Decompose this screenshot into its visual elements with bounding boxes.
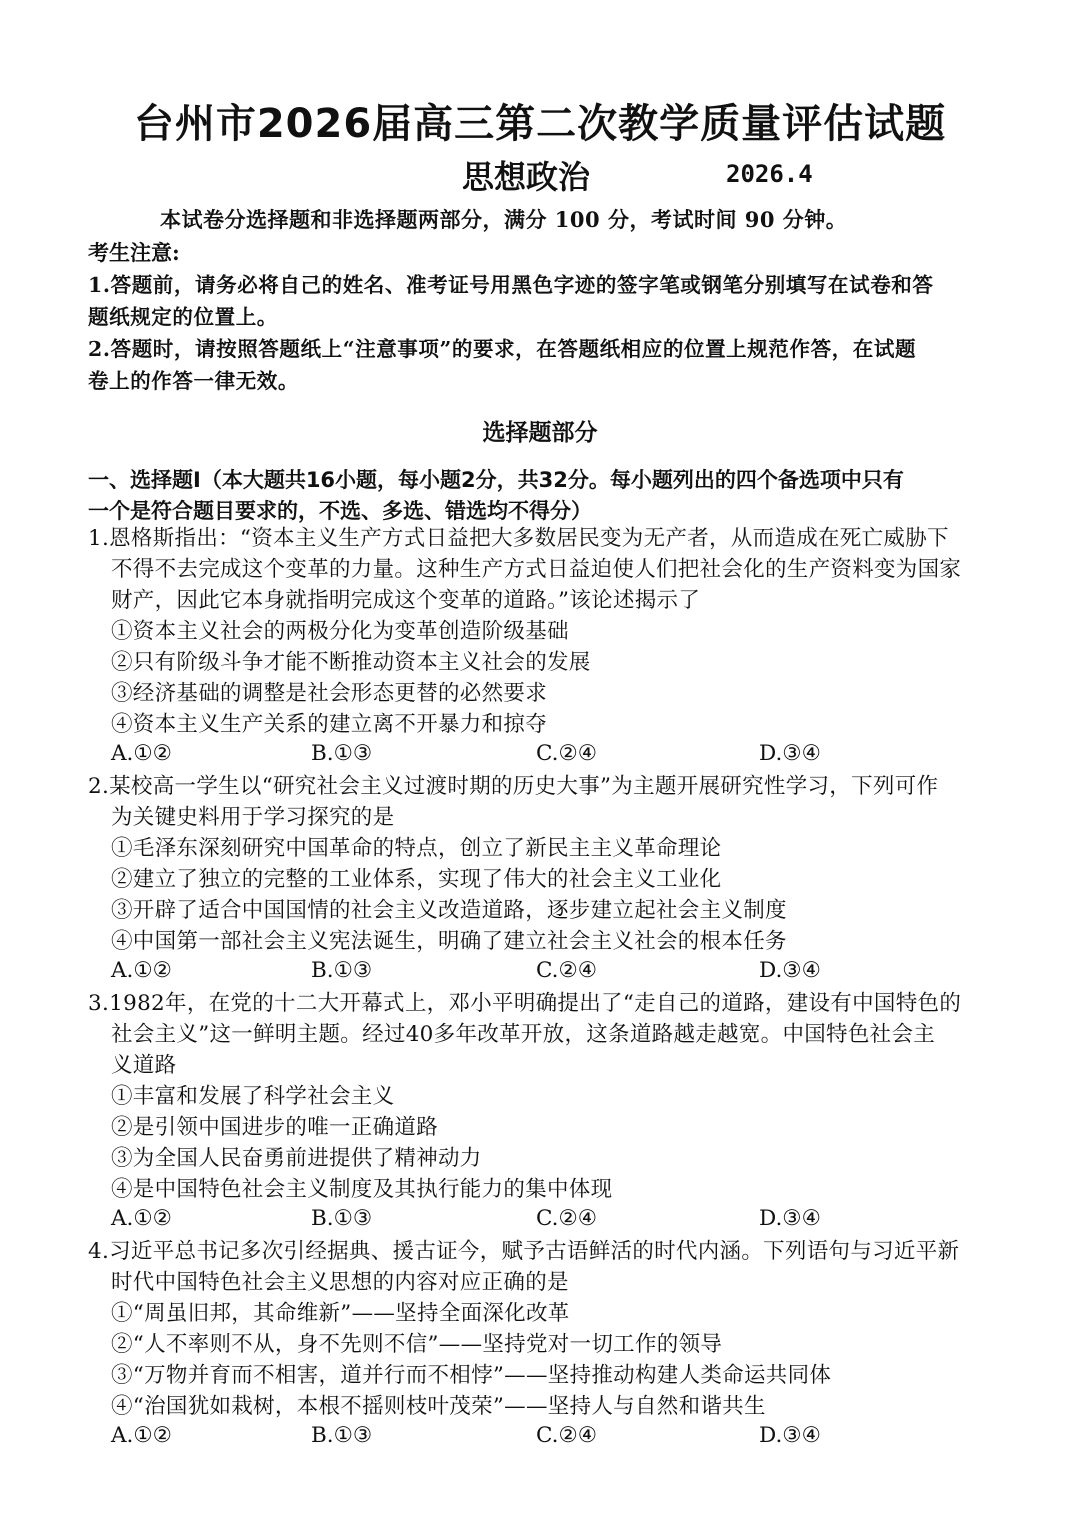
question-4-option-c: C.②④ — [536, 1423, 598, 1448]
question-3-item: ①丰富和发展了科学社会主义 — [111, 1084, 395, 1109]
question-1-stem: 不得不去完成这个变革的力量。这种生产方式日益迫使人们把社会化的生产资料变为国家 — [111, 557, 962, 582]
question-4-item: ①“周虽旧邦，其命维新”——坚持全面深化改革 — [111, 1301, 570, 1326]
question-1-stem: 财产，因此它本身就指明完成这个变革的道路。”该论述揭示了 — [111, 588, 701, 613]
question-3-item: ④是中国特色社会主义制度及其执行能力的集中体现 — [111, 1177, 613, 1202]
question-2-item: ①毛泽东深刻研究中国革命的特点，创立了新民主主义革命理论 — [111, 836, 722, 861]
question-4-option-b: B.①③ — [311, 1423, 373, 1448]
question-2-item: ④中国第一部社会主义宪法诞生，明确了建立社会主义社会的根本任务 — [111, 929, 787, 954]
question-3-stem: 3.1982年，在党的十二大开幕式上，邓小平明确提出了“走自己的道路，建设有中国特色的 — [88, 991, 962, 1016]
question-4-item: ④“治国犹如栽树，本根不摇则枝叶茂荣”——坚持人与自然和谐共生 — [111, 1394, 766, 1419]
question-4-option-d: D.③④ — [759, 1423, 821, 1448]
question-3-option-d: D.③④ — [759, 1206, 821, 1231]
question-4-stem: 4.习近平总书记多次引经据典、援古证今，赋予古语鲜活的时代内涵。下列语句与习近平新 — [88, 1239, 960, 1264]
question-3-option-b: B.①③ — [311, 1206, 373, 1231]
question-4-item: ③“万物并育而不相害，道并行而不相悖”——坚持推动构建人类命运共同体 — [111, 1363, 832, 1388]
question-2-option-c: C.②④ — [536, 958, 598, 983]
question-2-stem: 2.某校高一学生以“研究社会主义过渡时期的历史大事”为主题开展研究性学习，下列可作 — [88, 774, 939, 799]
question-2-option-b: B.①③ — [311, 958, 373, 983]
question-4-item: ②“人不率则不从，身不先则不信”——坚持党对一切工作的领导 — [111, 1332, 723, 1357]
question-3-stem: 社会主义”这一鲜明主题。经过40多年改革开放，这条道路越走越宽。中国特色社会主 — [111, 1022, 936, 1047]
part-heading: 一、选择题Ⅰ（本大题共16小题，每小题2分，共32分。每小题列出的四个备选项中只有 — [88, 468, 904, 492]
notice-line: 2.答题时，请按照答题纸上“注意事项”的要求，在答题纸相应的位置上规范作答，在试题 — [88, 337, 917, 361]
question-3-item: ③为全国人民奋勇前进提供了精神动力 — [111, 1146, 482, 1171]
exam-title: 台州市2026届高三第二次教学质量评估试题 — [133, 101, 947, 147]
question-3-stem: 义道路 — [111, 1053, 177, 1078]
question-3-option-a: A.①② — [111, 1206, 172, 1231]
question-1-item: ②只有阶级斗争才能不断推动资本主义社会的发展 — [111, 650, 591, 675]
question-1-stem: 1.恩格斯指出：“资本主义生产方式日益把大多数居民变为无产者，从而造成在死亡威胁下 — [88, 526, 949, 551]
exam-date: 2026.4 — [726, 160, 813, 188]
question-4-option-a: A.①② — [111, 1423, 172, 1448]
question-1-option-d: D.③④ — [759, 741, 821, 766]
question-1-option-b: B.①③ — [311, 741, 373, 766]
question-1-option-a: A.①② — [111, 741, 172, 766]
notice-title: 考生注意: — [88, 240, 180, 265]
question-1-option-c: C.②④ — [536, 741, 598, 766]
question-3-item: ②是引领中国进步的唯一正确道路 — [111, 1115, 439, 1140]
question-2-stem: 为关键史料用于学习探究的是 — [111, 805, 395, 830]
question-2-option-d: D.③④ — [759, 958, 821, 983]
question-2-option-a: A.①② — [111, 958, 172, 983]
question-2-item: ③开辟了适合中国国情的社会主义改造道路，逐步建立起社会主义制度 — [111, 898, 787, 923]
part-heading: 一个是符合题目要求的，不选、多选、错选均不得分） — [88, 499, 592, 523]
exam-intro: 本试卷分选择题和非选择题两部分，满分 100 分，考试时间 90 分钟。 — [160, 207, 848, 232]
question-4-stem: 时代中国特色社会主义思想的内容对应正确的是 — [111, 1270, 569, 1295]
notice-line: 卷上的作答一律无效。 — [88, 369, 299, 393]
question-1-item: ④资本主义生产关系的建立离不开暴力和掠夺 — [111, 712, 548, 737]
notice-line: 题纸规定的位置上。 — [88, 305, 278, 329]
subject-label: 思想政治 — [462, 158, 591, 196]
question-3-option-c: C.②④ — [536, 1206, 598, 1231]
question-2-item: ②建立了独立的完整的工业体系，实现了伟大的社会主义工业化 — [111, 867, 722, 892]
question-1-item: ①资本主义社会的两极分化为变革创造阶级基础 — [111, 619, 569, 644]
question-1-item: ③经济基础的调整是社会形态更替的必然要求 — [111, 681, 548, 706]
section-title: 选择题部分 — [482, 420, 598, 446]
notice-line: 1.答题前，请务必将自己的姓名、准考证号用黑色字迹的签字笔或钢笔分别填写在试卷和答 — [88, 273, 934, 297]
